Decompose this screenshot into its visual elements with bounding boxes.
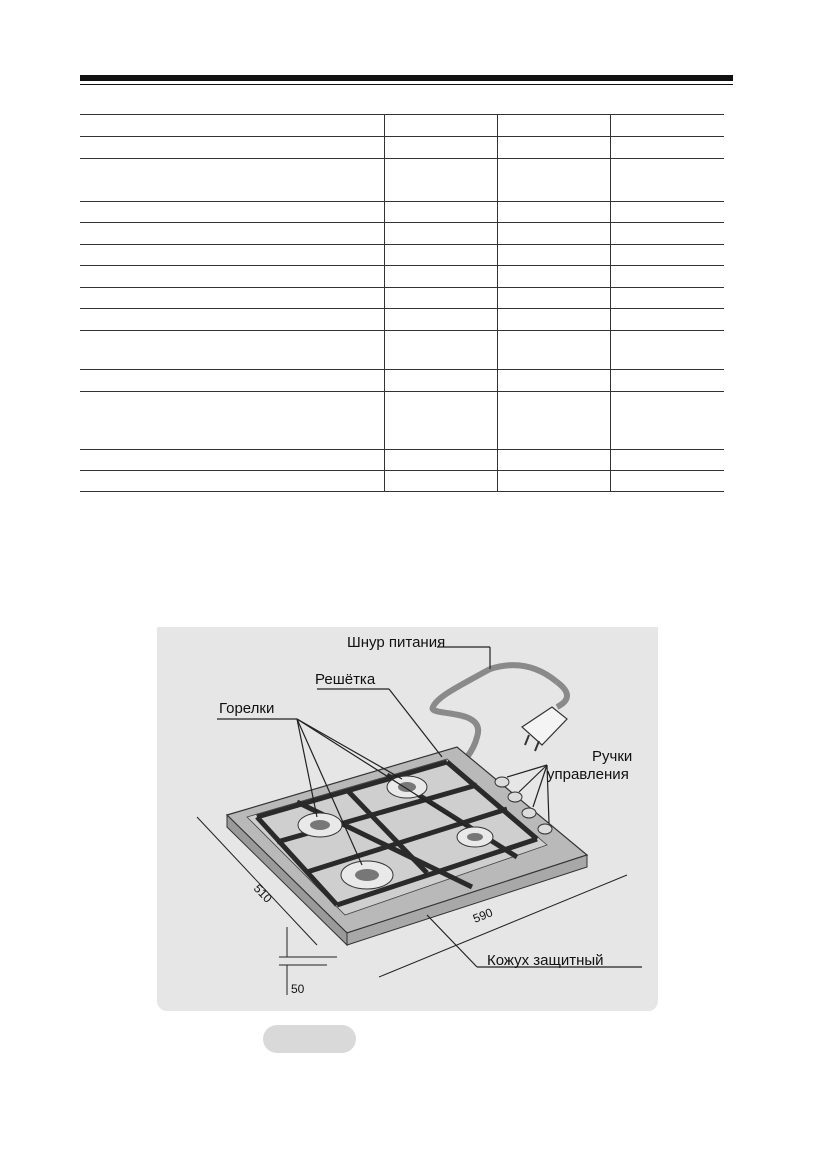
table-row xyxy=(80,450,724,471)
dimension-height: 50 xyxy=(291,982,305,996)
hob-diagram xyxy=(157,627,658,1011)
table-row xyxy=(80,223,724,245)
hob-diagram-panel xyxy=(157,627,658,1011)
page-number-marker xyxy=(263,1025,356,1053)
header-rule-thick xyxy=(80,75,733,81)
table-row xyxy=(80,137,724,159)
table-row xyxy=(80,309,724,331)
label-knobs-line1: Ручки xyxy=(592,748,633,765)
label-knobs-line2: управления xyxy=(547,766,629,783)
header-rule-thin xyxy=(80,84,733,85)
table-row xyxy=(80,159,724,202)
label-burners: Горелки xyxy=(219,700,275,717)
label-power-cord: Шнур питания xyxy=(347,634,446,651)
label-protective-cover: Кожух защитный xyxy=(487,952,604,969)
table-row xyxy=(80,471,724,492)
table-row xyxy=(80,288,724,309)
table-row xyxy=(80,331,724,370)
dimension-width: 590 xyxy=(470,905,495,926)
table-row xyxy=(80,266,724,288)
table-row xyxy=(80,245,724,266)
spec-table xyxy=(80,114,724,492)
table-row xyxy=(80,392,724,450)
label-grate: Решётка xyxy=(315,671,376,688)
table-row xyxy=(80,115,724,137)
table-row xyxy=(80,202,724,223)
plug-icon xyxy=(522,707,567,745)
table-row xyxy=(80,370,724,392)
dimension-depth: 510 xyxy=(250,881,275,906)
